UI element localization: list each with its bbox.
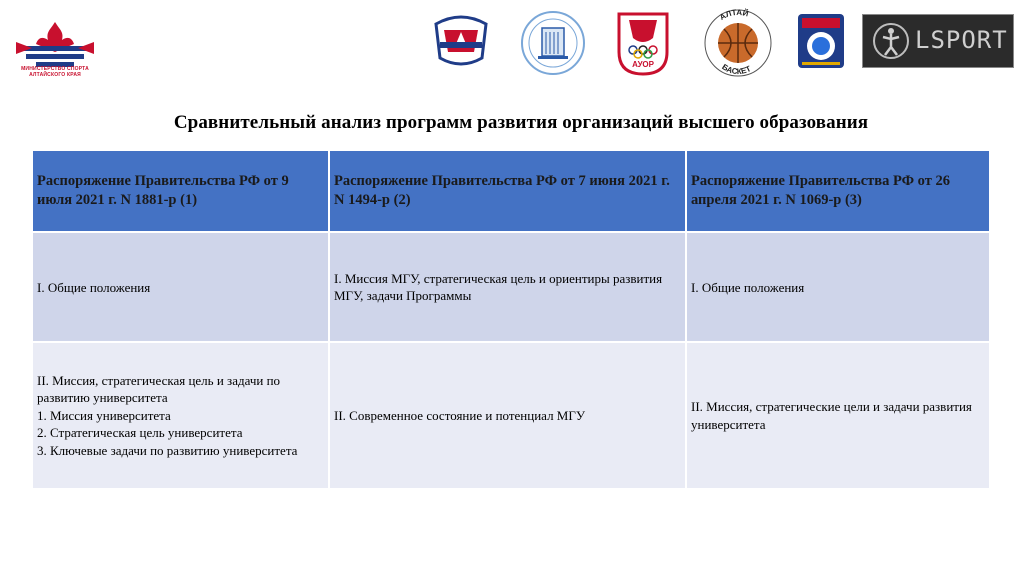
table-row bbox=[32, 342, 990, 489]
table-cell: II. Миссия, стратегические цели и задачи развития университета bbox=[686, 342, 990, 489]
table-cell: II. Современное состояние и потенциал МГУ bbox=[329, 342, 686, 489]
shield-logo bbox=[796, 12, 846, 70]
table-header-row bbox=[32, 150, 990, 232]
header-cell-3: Распоряжение Правительства РФ от 26 апреля 2021 г. N 1069-р (3) bbox=[686, 150, 990, 232]
header-cell-1: Распоряжение Правительства РФ от 9 июля 2021 г. N 1881-р (1) bbox=[32, 150, 329, 232]
comparison-table bbox=[31, 149, 991, 490]
school-logo-text: АУОР bbox=[632, 60, 654, 69]
athlete-icon bbox=[871, 21, 911, 61]
list-item: 2. Стратегическая цель университета bbox=[37, 425, 243, 441]
university-building-logo bbox=[520, 10, 586, 76]
list-item: 3. Ключевые задачи по развитию университета bbox=[37, 442, 298, 458]
svg-text:БАСКЕТ: БАСКЕТ bbox=[720, 62, 753, 77]
ministry-logo-caption: МИНИСТЕРСТВО СПОРТА АЛТАЙСКОГО КРАЯ bbox=[21, 66, 89, 78]
crest-logo bbox=[430, 12, 492, 70]
table-cell: I. Миссия МГУ, стратегическая цель и ориентиры развития МГУ, задачи Программы bbox=[329, 232, 686, 342]
slide-title: Сравнительный анализ программ развития организаций высшего образования bbox=[173, 112, 869, 133]
header-cell-2: Распоряжение Правительства РФ от 7 июня 2021 г. N 1494-р (2) bbox=[329, 150, 686, 232]
table-cell: I. Общие положения bbox=[32, 232, 329, 342]
svg-text:АЛТАЙ: АЛТАЙ bbox=[717, 8, 750, 22]
lsport-logo bbox=[862, 14, 1014, 68]
table-cell: I. Общие положения bbox=[686, 232, 990, 342]
list-item: 1. Миссия университета bbox=[37, 407, 171, 423]
table-row bbox=[32, 232, 990, 342]
olympic-school-logo bbox=[615, 12, 671, 76]
table-cell bbox=[32, 342, 329, 489]
basketball-logo bbox=[700, 8, 776, 78]
lsport-logo-text: LSPORT bbox=[915, 26, 1008, 54]
list-item: II. Миссия, стратегическая цель и задачи по развитию университета bbox=[37, 372, 281, 406]
